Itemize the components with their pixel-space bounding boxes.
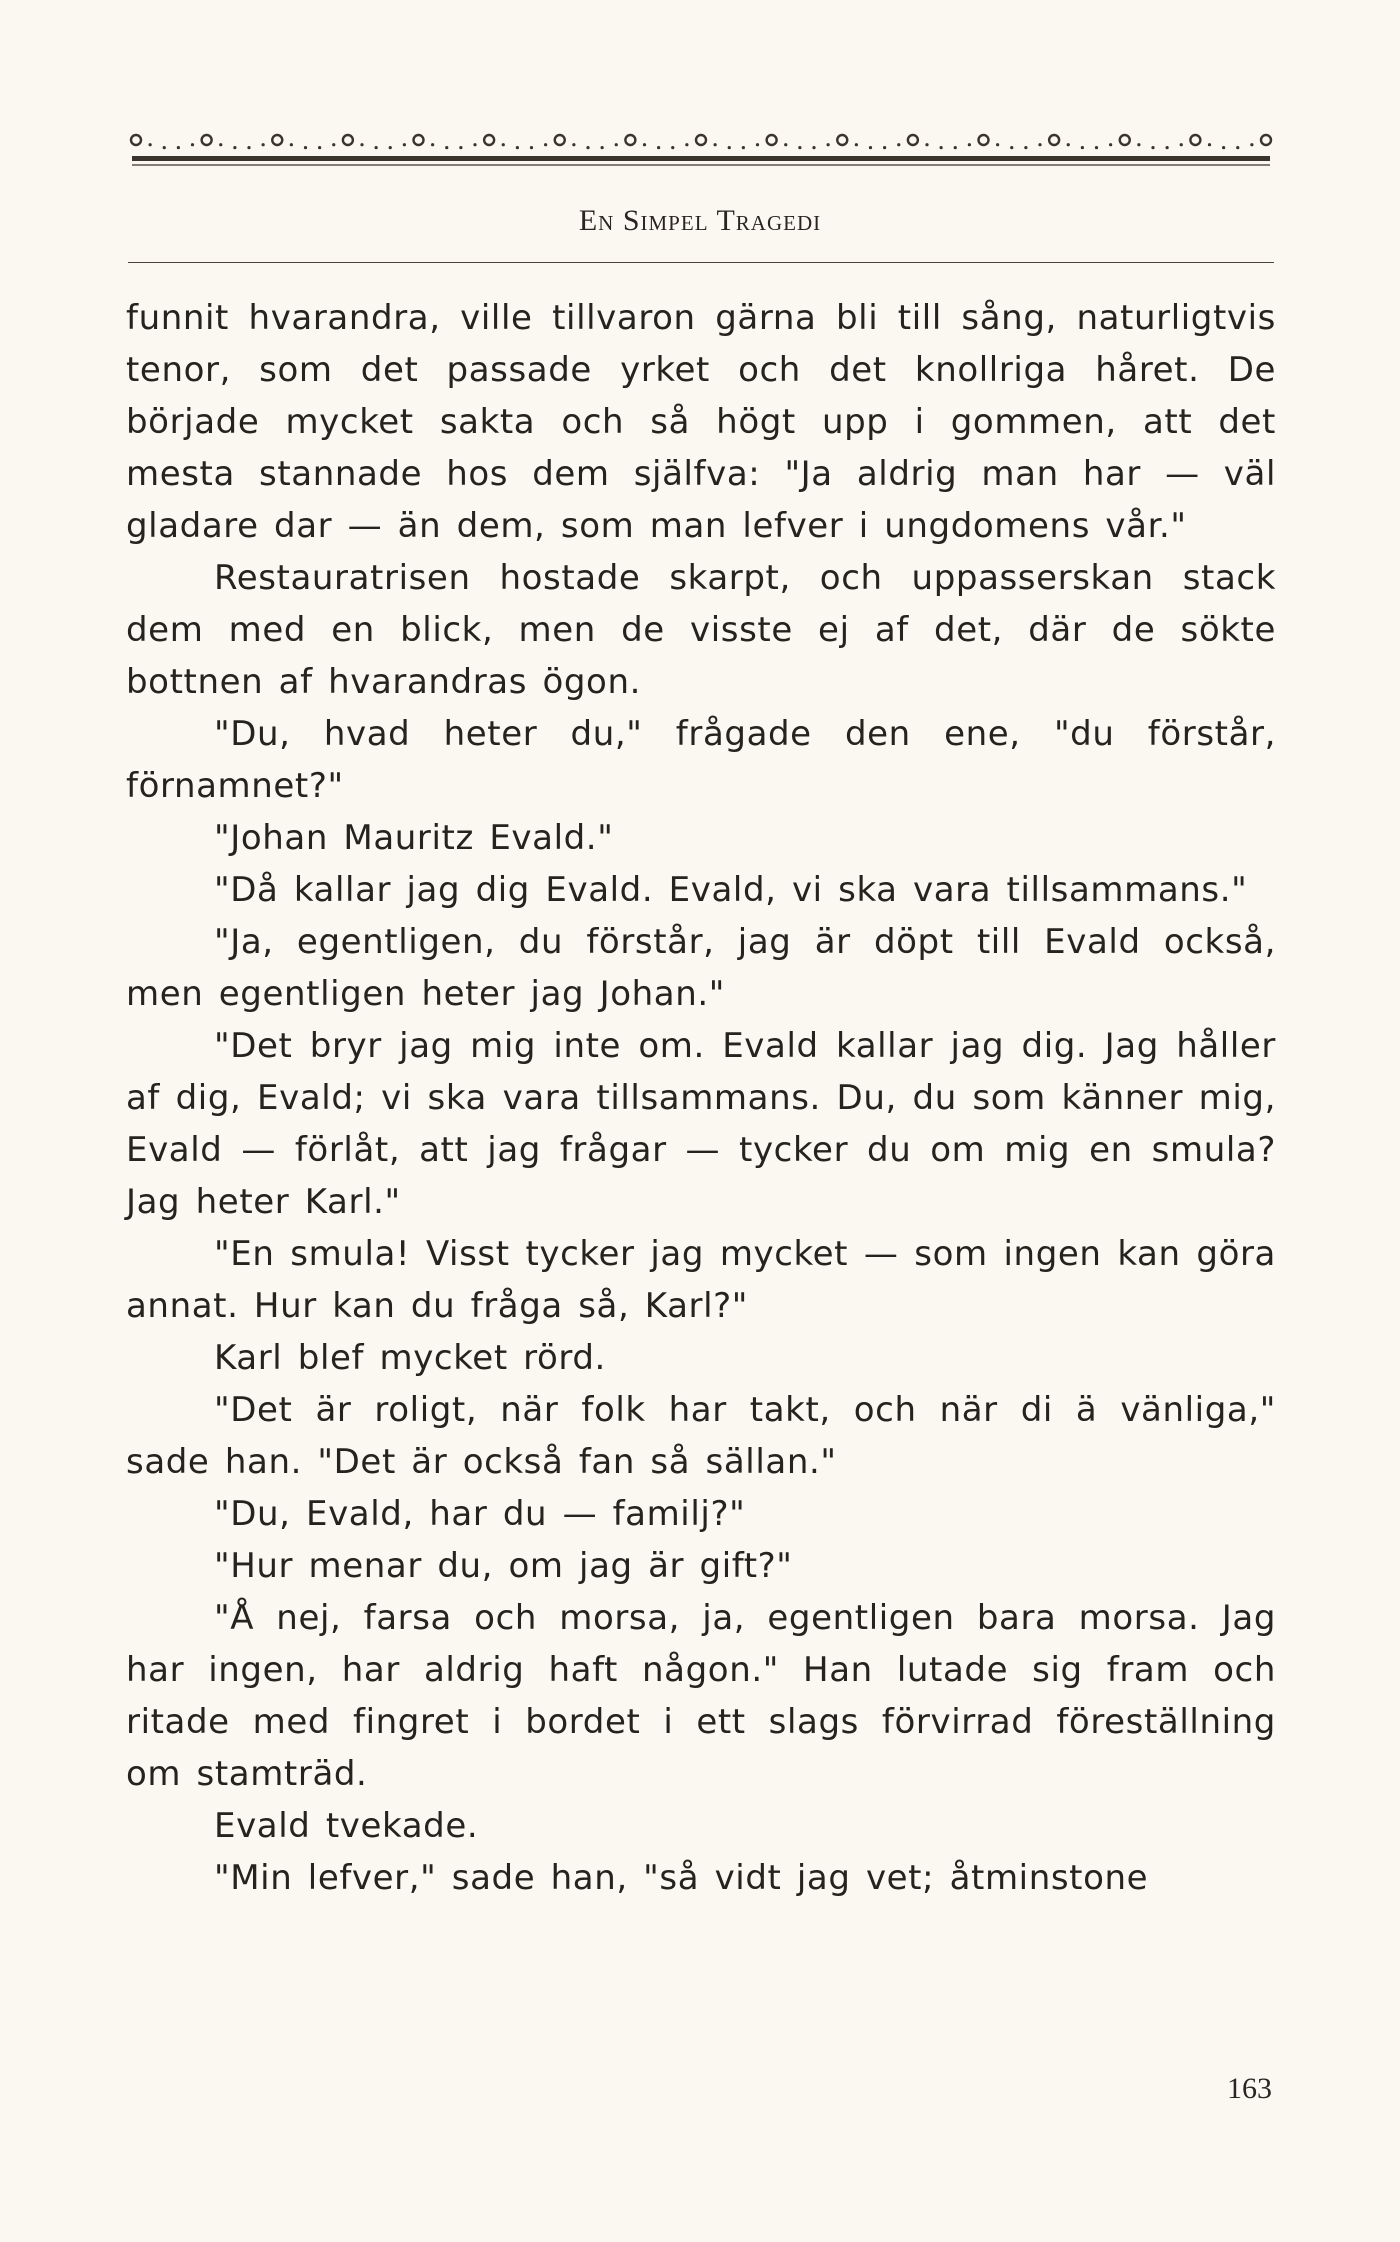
ornament-dot: [1038, 143, 1041, 146]
ornament-dot: [671, 146, 674, 149]
ornament-ring: [767, 135, 777, 145]
paragraph: "Johan Mauritz Evald.": [214, 818, 614, 858]
paragraph: "Å nej, farsa och morsa, ja, egentligen bara morsa. Jag har ingen, har aldrig haft någon." Han lutade sig fram och ritade med fingret i bordet i ett slags förvirrad föreställning om stamträd.: [126, 1598, 1276, 1794]
ornament-dot: [473, 143, 476, 146]
ornament-dot: [163, 146, 166, 149]
ornament-dot: [586, 146, 589, 149]
ornament-dot: [1010, 146, 1013, 149]
ornament-dot: [954, 146, 957, 149]
ornament-dot: [1166, 146, 1169, 149]
paragraph: "Du, hvad heter du," frågade den ene, "du förstår, förnamnet?": [126, 714, 1276, 806]
ornament-dot: [615, 143, 618, 146]
ornament-ring: [696, 135, 706, 145]
paragraph: Restauratrisen hostade skarpt, och uppasserskan stack dem med en blick, men de visste ej af det, där de sökte bottnen af hvarandras ögon.: [126, 558, 1276, 702]
ornament-dot: [869, 146, 872, 149]
ornament-ring: [908, 135, 918, 145]
ornament-dot: [827, 143, 830, 146]
ornament-dot: [728, 146, 731, 149]
ornament-dot: [1081, 146, 1084, 149]
ornament-dot: [502, 143, 505, 146]
ornament-dot: [1137, 143, 1140, 146]
ornament-ring: [343, 135, 353, 145]
ornament-dot: [149, 143, 152, 146]
ornament-ring: [272, 135, 282, 145]
paragraph: "En smula! Visst tycker jag mycket — som ingen kan göra annat. Hur kan du fråga så, Karl?": [126, 1234, 1276, 1326]
ornament-dot: [1151, 146, 1154, 149]
ornament-dot: [601, 146, 604, 149]
ornament-dot: [360, 143, 363, 146]
paragraph: Karl blef mycket rörd.: [214, 1338, 606, 1378]
ornament-dot: [940, 146, 943, 149]
running-head: En Simpel Tragedi: [578, 204, 822, 237]
ornament-dot: [1250, 143, 1253, 146]
paragraph: "Det är roligt, när folk har takt, och när di ä vänliga," sade han. "Det är också fan så sällan.": [126, 1390, 1276, 1482]
ornament-dot: [1109, 143, 1112, 146]
page-number: 163: [1227, 2072, 1272, 2105]
ornament-ring: [625, 135, 635, 145]
ornament-dot: [897, 143, 900, 146]
paragraph: "Du, Evald, har du — familj?": [214, 1494, 746, 1534]
ornament-dot: [657, 146, 660, 149]
ornament-dot: [1180, 143, 1183, 146]
ornament-dot: [389, 146, 392, 149]
ornament-ring: [1120, 135, 1130, 145]
ornament-ring: [202, 135, 212, 145]
paragraph: "Hur menar du, om jag är gift?": [214, 1546, 793, 1586]
ornament-dot: [262, 143, 265, 146]
ornament-dot: [1067, 143, 1070, 146]
ornament-dot: [714, 143, 717, 146]
ornament-dot: [643, 143, 646, 146]
ornament-dot: [375, 146, 378, 149]
ornament-dot: [1095, 146, 1098, 149]
ornament-dot: [191, 143, 194, 146]
ornament-ring: [837, 135, 847, 145]
ornament-dot: [247, 146, 250, 149]
ornament-dot: [925, 143, 928, 146]
ornament-dot: [318, 146, 321, 149]
ornament-dot: [1208, 143, 1211, 146]
ornament-dot: [1236, 146, 1239, 149]
ornament-dot: [1024, 146, 1027, 149]
ornament-dot: [445, 146, 448, 149]
body-text: [126, 292, 1276, 1904]
ornament-ring: [1049, 135, 1059, 145]
ornament-dot: [530, 146, 533, 149]
paragraph: "Min lefver," sade han, "så vidt jag vet; åtminstone: [214, 1858, 1149, 1898]
ornament-dot: [855, 143, 858, 146]
ornament-ring: [979, 135, 989, 145]
ornament-dot: [332, 143, 335, 146]
ornament-dot: [812, 146, 815, 149]
ornament-dot: [996, 143, 999, 146]
ornamental-border: [126, 118, 1276, 180]
ornament-dot: [798, 146, 801, 149]
ornament-dot: [459, 146, 462, 149]
paragraph: "Det bryr jag mig inte om. Evald kallar jag dig. Jag håller af dig, Evald; vi ska vara tillsammans. Du, du som känner mig, Evald — förlåt, att jag frågar — tycker du om mig en smula? Jag heter Karl.": [126, 1026, 1276, 1222]
header-rule: [128, 262, 1274, 263]
paragraph: "Då kallar jag dig Evald. Evald, vi ska vara tillsammans.": [214, 870, 1248, 910]
ornament-dot: [685, 143, 688, 146]
paragraph: "Ja, egentligen, du förstår, jag är döpt till Evald också, men egentligen heter jag Johan.": [126, 922, 1276, 1014]
ornament-ring: [131, 135, 141, 145]
ornament-dot: [516, 146, 519, 149]
ornament-dot: [883, 146, 886, 149]
ornament-dot: [756, 143, 759, 146]
ornament-dot: [233, 146, 236, 149]
ornament-ring: [484, 135, 494, 145]
ornament-dot: [177, 146, 180, 149]
ornament-dot: [742, 146, 745, 149]
paragraph: Evald tvekade.: [214, 1806, 479, 1846]
ornament-dot: [304, 146, 307, 149]
paragraph: funnit hvarandra, ville tillvaron gärna bli till sång, naturligtvis tenor, som det passade yrket och det knollriga håret. De började mycket sakta och så högt upp i gommen, att det mesta stannade hos dem själfva: "Ja aldrig man har — väl gladare dar — än dem, som man lefver i ungdomens vår.": [126, 298, 1276, 546]
ornament-ring: [414, 135, 424, 145]
ornament-dot: [290, 143, 293, 146]
ornament-ring: [1190, 135, 1200, 145]
ornament-dot: [431, 143, 434, 146]
ornament-dot: [219, 143, 222, 146]
ornament-dot: [1222, 146, 1225, 149]
ornament-dot: [544, 143, 547, 146]
ornament-dot: [968, 143, 971, 146]
ornament-dot: [403, 143, 406, 146]
ornament-dot: [572, 143, 575, 146]
ornament-dot: [784, 143, 787, 146]
ornament-ring: [1261, 135, 1271, 145]
ornament-ring: [555, 135, 565, 145]
